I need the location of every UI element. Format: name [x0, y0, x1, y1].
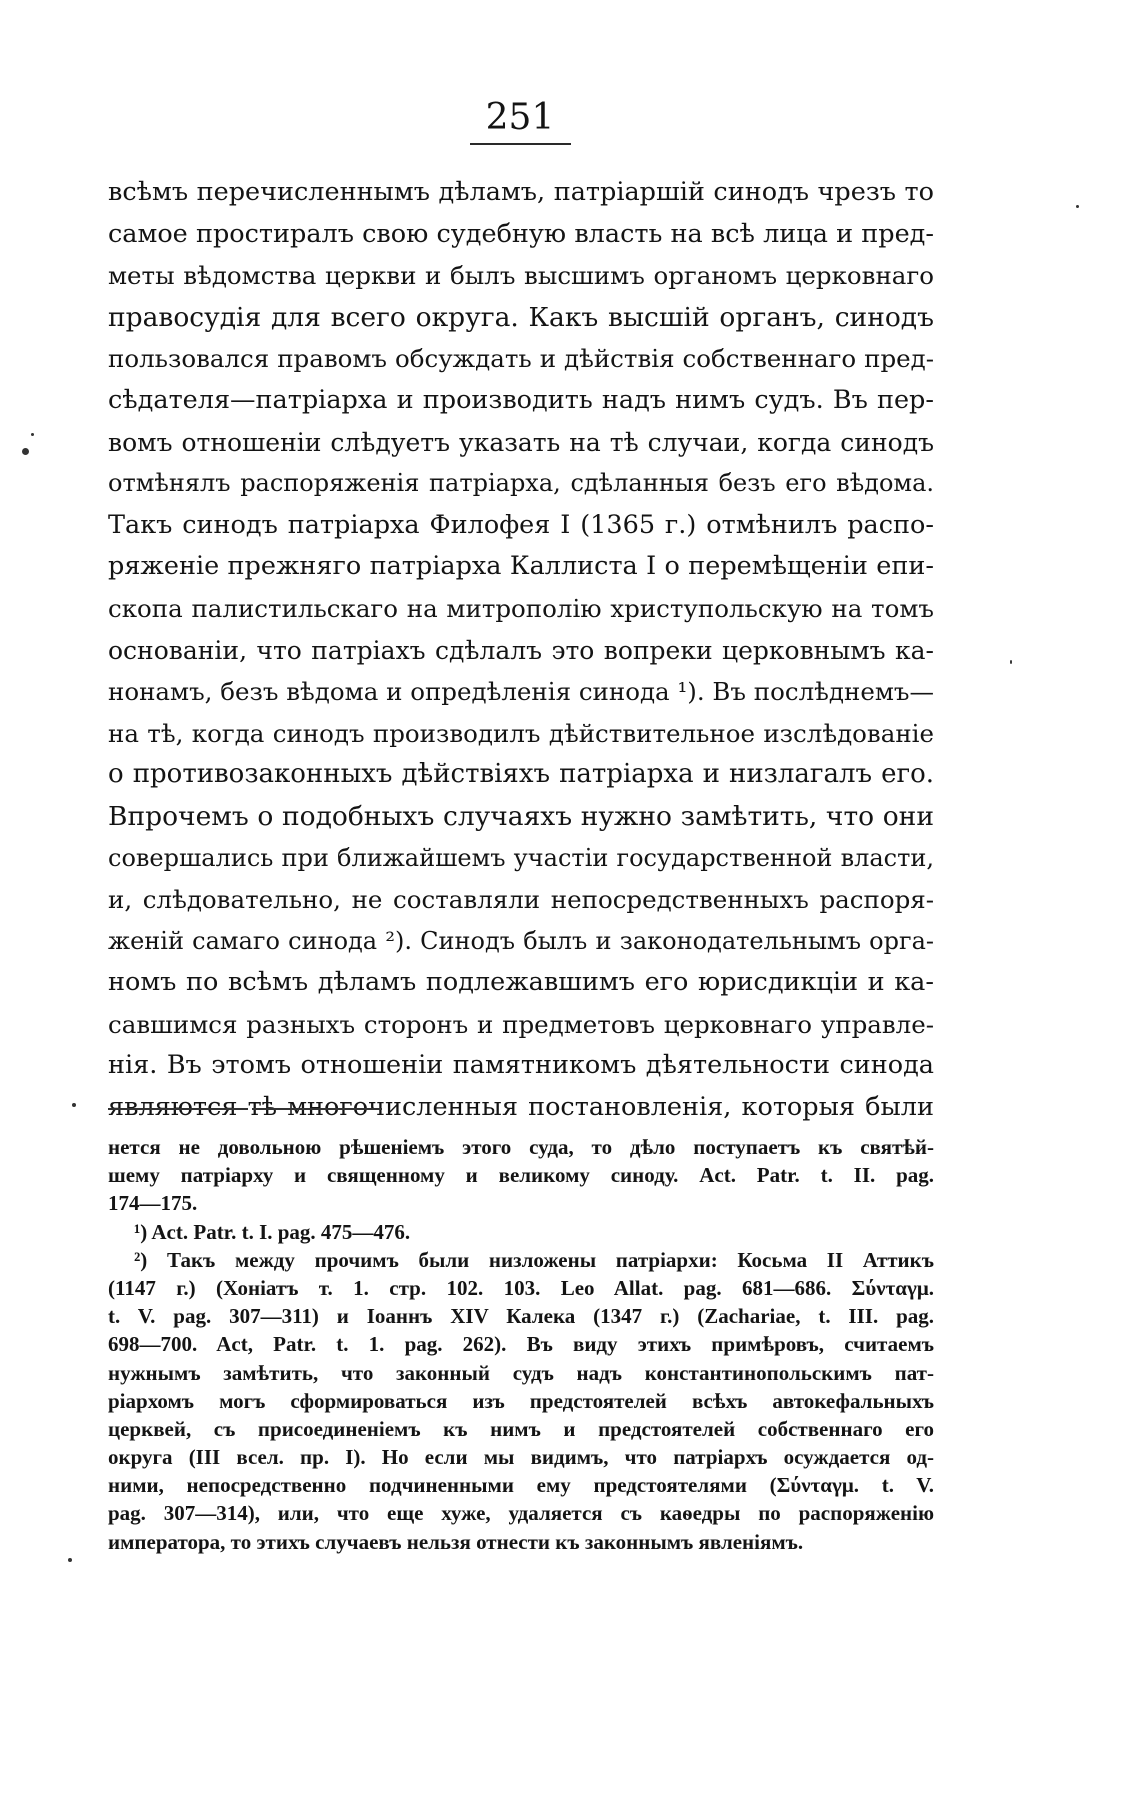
text-line: о противозаконныхъ дѣйствіяхъ патріарха и низлагалъ его.	[108, 759, 934, 790]
text-line: савшимся разныхъ сторонъ и предметовъ церковнаго управле-	[108, 1009, 934, 1039]
text-line: номъ по всѣмъ дѣламъ подлежавшимъ его юрисдикціи и ка-	[108, 967, 934, 998]
footnote-separator-left	[108, 1108, 248, 1110]
text-line: нія. Въ этомъ отношеніи памятникомъ дѣятельности синода	[108, 1050, 934, 1081]
text-line: сѣдателя—патріарха и производить надъ нимъ судъ. Въ пер-	[108, 384, 934, 415]
text-line: основаніи, что патріахъ сдѣлалъ это вопреки церковнымъ ка-	[108, 635, 934, 665]
text-line: Впрочемъ о подобныхъ случаяхъ нужно замѣтить, что они	[108, 800, 934, 832]
footnote-line: ними, непосредственно подчиненными ему предстоятелями (Σύνταγμ. t. V.	[108, 1473, 934, 1498]
footnote-2: ²) Такъ между прочимъ были низложены патріархи: Косьма II Аттикъ	[134, 1247, 934, 1272]
footnote-line: нужнымъ замѣтить, что законный судъ надъ константинопольскимъ пат-	[108, 1360, 934, 1385]
text-line: скопа палистильскаго на митрополію христупольскую на томъ	[108, 593, 934, 623]
footnote-1: ¹) Act. Patr. t. I. pag. 475—476.	[134, 1219, 411, 1244]
footnote-line: pag. 307—314), или, что еще хуже, удаляется съ каѳедры по распоряженію	[108, 1501, 934, 1526]
footnotes	[108, 1133, 934, 1556]
scan-speck	[1010, 660, 1012, 664]
text-line: вомъ отношеніи слѣдуетъ указать на тѣ случаи, когда синодъ	[108, 427, 934, 457]
text-line: всѣмъ перечисленнымъ дѣламъ, патріаршій синодъ чрезъ то	[108, 177, 934, 207]
page-number: 251	[485, 97, 555, 138]
footnote-line: (1147 г.) (Хоніатъ т. 1. стр. 102. 103. Leo Allat. pag. 681—686. Σύνταγμ.	[108, 1275, 934, 1300]
text-line: на тѣ, когда синодъ производилъ дѣйствительное изслѣдованіе	[108, 718, 934, 748]
scan-speck	[31, 433, 34, 436]
footnote-line: 174—175.	[108, 1191, 198, 1216]
text-line: правосудія для всего округа. Какъ высшій органъ, синодъ	[108, 301, 934, 333]
footnote-line: нется не довольною рѣшеніемъ этого суда, то дѣло поступаетъ къ святѣй-	[108, 1135, 934, 1159]
footnote-line: шему патріарху и священному и великому синоду. Act. Patr. t. II. pag.	[108, 1163, 934, 1188]
main-text	[108, 172, 934, 1129]
footnote-line: ріархомъ могъ сформироваться изъ предстоятелей всѣхъ автокефальныхъ	[108, 1388, 934, 1413]
scan-speck	[72, 1103, 76, 1107]
text-line: самое простиралъ свою судебную власть на всѣ лица и пред-	[108, 218, 934, 249]
text-line: женій самаго синода ²). Синодъ былъ и законодательнымъ орга-	[108, 926, 934, 955]
footnote-line: 698—700. Act, Patr. t. 1. pag. 262). Въ виду этихъ примѣровъ, считаемъ	[108, 1332, 934, 1357]
text-line: нонамъ, безъ вѣдома и опредѣленія синода ¹). Въ послѣднемъ—	[108, 677, 934, 707]
text-line: меты вѣдомства церкви и былъ высшимъ органомъ церковнаго	[108, 261, 934, 291]
footnote-line: t. V. pag. 307—311) и Іоаннъ XIV Калека (1347 г.) (Zachariae, t. III. pag.	[108, 1304, 934, 1329]
text-line: и, слѣдовательно, не составляли непосредственныхъ распоря-	[108, 885, 934, 915]
text-line: пользовался правомъ обсуждать и дѣйствія собственнаго пред-	[108, 344, 934, 374]
footnote-line: императора, то этихъ случаевъ нельзя отнести къ законнымъ явленіямъ.	[108, 1529, 804, 1554]
text-line: отмѣнялъ распоряженія патріарха, сдѣланныя безъ его вѣдома.	[108, 469, 934, 498]
text-line: ряженіе прежняго патріарха Каллиста I о перемѣщеніи епи-	[108, 551, 934, 582]
scan-speck	[22, 448, 29, 455]
text-line: являются тѣ многочисленныя постановленія, которыя были	[108, 1092, 934, 1123]
scan-speck	[68, 1558, 72, 1562]
footnote-separator-right	[252, 1108, 382, 1110]
text-line: Такъ синодъ патріарха Филофея I (1365 г.) отмѣнилъ распо-	[108, 509, 934, 540]
text-line: совершались при ближайшемъ участіи государственной власти,	[108, 843, 934, 872]
page-number-underline	[470, 143, 571, 145]
footnote-line: церквей, съ присоединеніемъ къ нимъ и предстоятелей собственнаго его	[108, 1416, 934, 1441]
footnote-line: округа (III всел. пр. I). Но если мы видимъ, что патріархъ осуждается од-	[108, 1445, 934, 1470]
scan-speck	[1076, 205, 1079, 208]
